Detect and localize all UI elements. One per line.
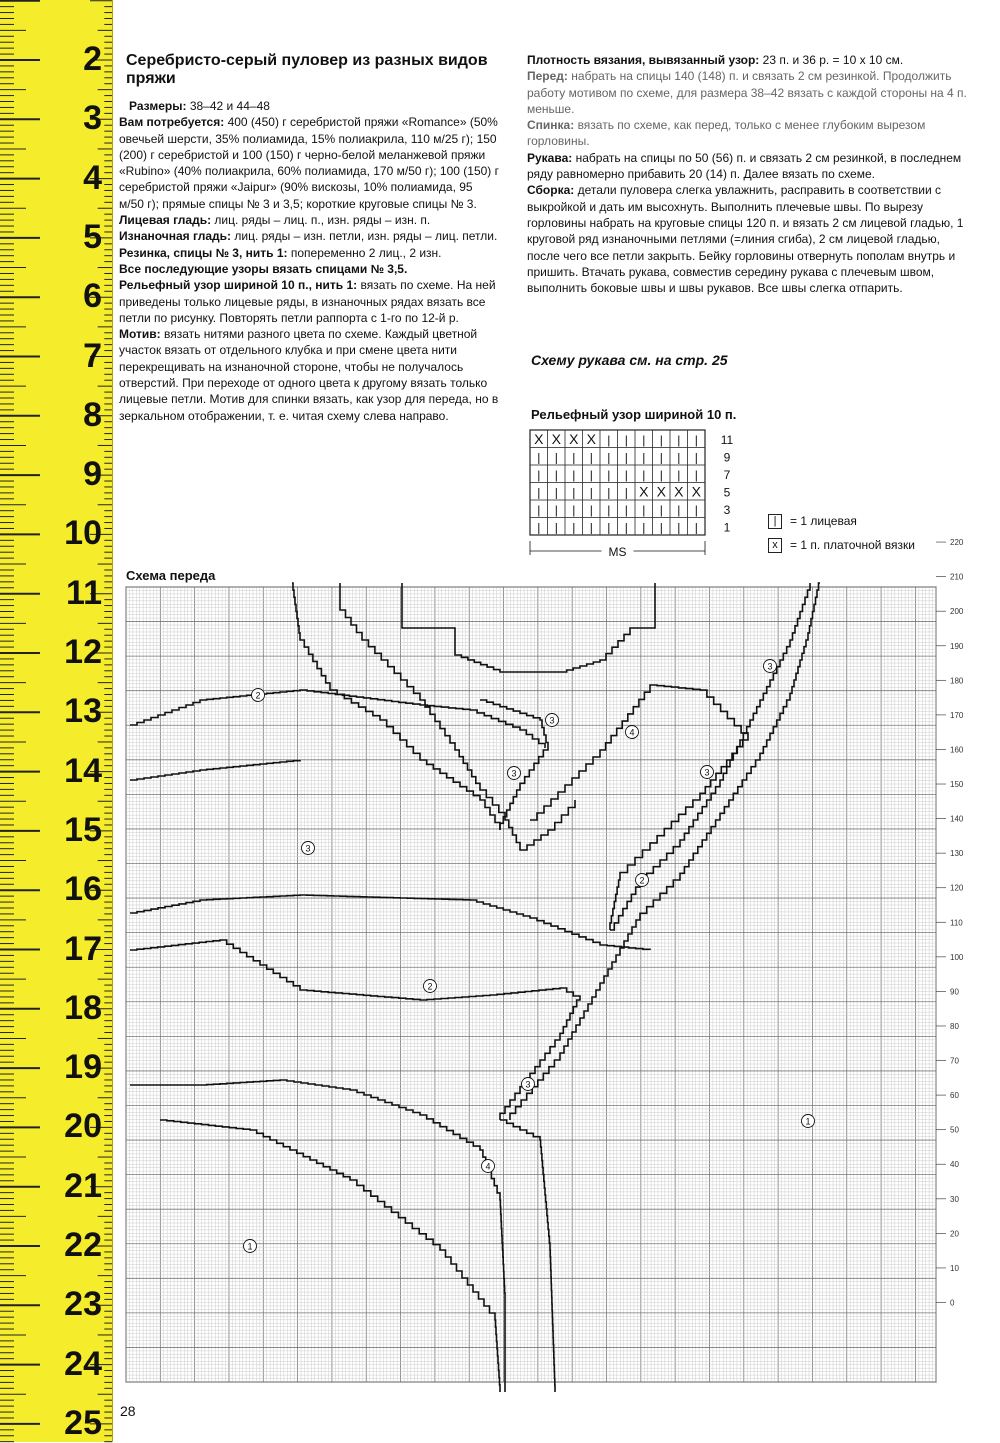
ruler-number: 10	[64, 514, 102, 553]
relief-text: вязать по схеме. На ней приведены только лицевые ряды, в изнаночных рядах вязать все петли по рисунку. Повторять петли раппорта с 1-го по 12-й р.	[119, 278, 496, 325]
relief-row-label: 11	[720, 432, 734, 447]
reverse-label: Изнаночная гладь:	[119, 229, 232, 244]
color-marker	[701, 766, 714, 779]
front-row-label: 110	[950, 918, 963, 928]
relief-stitch: |	[607, 502, 611, 517]
ruler-number: 9	[83, 455, 102, 494]
ruler-number: 11	[66, 573, 102, 612]
relief-stitch: |	[694, 450, 698, 465]
relief-stitch: |	[659, 502, 663, 517]
ruler-number: 6	[83, 277, 102, 316]
front-row-label: 120	[950, 883, 964, 893]
relief-stitch: |	[589, 467, 593, 482]
ruler-number: 21	[64, 1166, 102, 1205]
front-row-label: 80	[950, 1021, 959, 1031]
relief-stitch: |	[642, 467, 646, 482]
front-row-label: 50	[950, 1125, 959, 1135]
sleeve-reference: Схему рукава см. на стр. 25	[531, 352, 728, 368]
relief-stitch: |	[537, 520, 541, 535]
ruler-number: 4	[83, 158, 102, 197]
ruler-number: 23	[64, 1285, 102, 1324]
ruler-number: 14	[64, 751, 102, 790]
relief-stitch: |	[694, 432, 698, 447]
back-label: Спинка:	[527, 118, 575, 133]
relief-chart-title: Рельефный узор шириной 10 п.	[531, 407, 737, 422]
relief-stitch: |	[554, 520, 558, 535]
front-row-label: 190	[950, 641, 964, 651]
color-marker	[764, 660, 777, 673]
sizes-value: 38–42 и 44–48	[189, 99, 270, 113]
relief-stitch: |	[554, 450, 558, 465]
relief-stitch: |	[659, 467, 663, 482]
legend-garter	[768, 538, 915, 553]
color-marker	[522, 1078, 535, 1091]
sizes-label: Размеры:	[129, 99, 187, 113]
materials-text: 400 (450) г серебристой пряжи «Romance» (50% овечьей шерсти, 35% полиамида, 15% полиакрила, 110 м/25 г); 150 (200) г серебристой и 100 (150) г черно-белой меланжевой пряжи «Rubino» (40% полиакрила, 60% полиамида, 170 м/50 г); 100 (150) г серебристой пряжи «Jaipur» (90% вискозы, 10% полиамида, 95 м/50 г); прямые спицы № 3 и 3,5; короткие круговые спицы № 3.	[119, 115, 499, 211]
svg-text:3: 3	[525, 1079, 531, 1090]
front-row-label: 100	[950, 952, 964, 962]
relief-stitch: |	[537, 485, 541, 500]
legend-knit-symbol: |	[768, 514, 782, 529]
relief-stitch: |	[537, 450, 541, 465]
front-row-label: 220	[950, 538, 964, 548]
sleeves-text: набрать на спицы по 50 (56) п. и связать 2 см резинкой, в последнем ряду равномерно прибавить 20 (14) п. Далее вязать по схеме.	[527, 150, 962, 182]
relief-row-label: 5	[723, 485, 731, 500]
svg-text:2: 2	[639, 875, 645, 886]
article-title: Серебристо-серый пуловер из разных видов пряжи	[126, 52, 488, 87]
relief-stitch: |	[607, 520, 611, 535]
legend-knit	[768, 514, 857, 529]
ruler-number: 8	[83, 395, 102, 434]
relief-stitch: |	[589, 502, 593, 517]
motif-text: вязать нитями разного цвета по схеме. Каждый цветной участок вязать от отдельного клубка и при смене цвета нити перекрещивать на изнаночной стороне, чтобы не получалось отверстий. При переходе от одного цвета к другому вязать только лицевые петли. Мотив для спинки вязать, как узор для переда, но в зеркальном отображении, т. е. читая схему слева направо.	[119, 327, 499, 423]
color-marker	[546, 714, 559, 727]
relief-stitch: |	[537, 467, 541, 482]
relief-stitch: |	[572, 467, 576, 482]
svg-text:3: 3	[767, 661, 773, 672]
front-row-label: 70	[950, 1056, 959, 1066]
relief-stitch: |	[624, 450, 628, 465]
color-marker	[302, 842, 315, 855]
relief-stitch: |	[677, 432, 681, 447]
relief-row-label: 3	[723, 502, 731, 517]
relief-stitch: |	[624, 432, 628, 447]
relief-stitch: |	[659, 450, 663, 465]
relief-stitch: |	[607, 467, 611, 482]
ruler-number: 12	[64, 633, 102, 671]
svg-text:2: 2	[427, 981, 433, 992]
relief-stitch: |	[572, 485, 576, 500]
ruler-number: 13	[64, 692, 102, 731]
front-row-label: 30	[950, 1194, 959, 1204]
assembly-text: детали пуловера слегка увлажнить, расправить в соответствии с выкройкой и дать им высохнуть. Выполнить плечевые швы. По вырезу горловины набрать на круговые спицы 120 п. и вязать 2 см лицевой гладью, 1 круговой ряд изнаночными петлями (=линия сгиба), 2 см лицевой гладью, после чего все петли закрыть. Бейку горловины отвернуть пополам внутрь и пришить. Втачать рукава, совместив середину рукава с плечевым швом, выполнить боковые швы и швы рукавов. Все швы слегка отпарить.	[527, 183, 964, 296]
color-marker	[482, 1160, 495, 1173]
front-row-label: 90	[950, 987, 959, 997]
color-marker	[508, 767, 521, 780]
relief-stitch: |	[677, 467, 681, 482]
relief-stitch: |	[537, 502, 541, 517]
relief-stitch: |	[677, 520, 681, 535]
ruler-number: 25	[64, 1403, 102, 1442]
ruler-number: 24	[64, 1344, 102, 1383]
ruler-number: 5	[83, 217, 102, 256]
relief-stitch: |	[677, 450, 681, 465]
ruler-number: 16	[64, 870, 102, 909]
relief-stitch: |	[624, 467, 628, 482]
relief-stitch: |	[554, 467, 558, 482]
front-row-label: 0	[950, 1298, 955, 1308]
svg-text:3: 3	[305, 843, 311, 854]
relief-stitch: |	[642, 450, 646, 465]
materials-label: Вам потребуется:	[119, 115, 225, 130]
measuring-tape	[0, 0, 113, 1442]
relief-stitch: |	[624, 485, 628, 500]
svg-text:1: 1	[805, 1116, 811, 1127]
color-marker	[636, 874, 649, 887]
color-marker	[252, 689, 265, 702]
svg-text:4: 4	[485, 1161, 491, 1172]
page-number: 28	[120, 1403, 136, 1419]
ruler-number: 2	[83, 40, 102, 78]
reverse-text: лиц. ряды – изн. петли, изн. ряды – лиц. петли.	[234, 229, 498, 244]
front-row-label: 170	[950, 710, 964, 720]
relief-stitch: |	[554, 502, 558, 517]
relief-stitch: |	[607, 432, 611, 447]
legend-garter-symbol: x	[768, 538, 782, 553]
relief-stitch: |	[694, 520, 698, 535]
relief-stitch: |	[589, 520, 593, 535]
ruler-number: 19	[64, 1048, 102, 1087]
relief-stitch: X	[691, 483, 701, 500]
gauge-text: 23 п. и 36 р. = 10 х 10 см.	[762, 53, 904, 67]
front-row-label: 160	[950, 745, 964, 755]
color-marker	[626, 726, 639, 739]
relief-stitch: |	[694, 502, 698, 517]
svg-text:3: 3	[511, 768, 517, 779]
ruler-number: 7	[83, 336, 102, 375]
relief-stitch: |	[624, 520, 628, 535]
stockinette-text: лиц. ряды – лиц. п., изн. ряды – изн. п.	[214, 213, 431, 228]
front-label: Перед:	[527, 69, 568, 84]
svg-text:3: 3	[549, 715, 555, 726]
back-text: вязать по схеме, как перед, только с менее глубоким вырезом горловины.	[527, 118, 926, 149]
sleeves-label: Рукава:	[527, 150, 573, 165]
relief-stitch: |	[659, 432, 663, 447]
relief-row-label: 1	[723, 520, 731, 535]
relief-stitch: |	[642, 502, 646, 517]
relief-stitch: X	[534, 430, 544, 447]
left-column	[119, 98, 499, 424]
relief-stitch: |	[624, 502, 628, 517]
relief-stitch: |	[572, 520, 576, 535]
svg-text:2: 2	[255, 690, 261, 701]
relief-stitch: |	[572, 450, 576, 465]
relief-label: Рельефный узор шириной 10 п., нить 1:	[119, 278, 358, 293]
svg-text:3: 3	[704, 767, 710, 778]
right-column	[527, 52, 967, 296]
front-row-label: 10	[950, 1263, 959, 1273]
front-row-label: 40	[950, 1160, 959, 1170]
ruler-number: 18	[64, 988, 102, 1027]
relief-row-label: 9	[723, 450, 731, 465]
color-marker	[802, 1115, 815, 1128]
relief-stitch: |	[589, 450, 593, 465]
relief-stitch: X	[674, 483, 684, 500]
ruler-number: 15	[64, 810, 102, 849]
relief-stitch: |	[659, 520, 663, 535]
color-marker	[244, 1240, 257, 1253]
relief-stitch: X	[586, 430, 596, 447]
relief-stitch: |	[607, 450, 611, 465]
ruler-number: 3	[83, 99, 102, 138]
front-row-label: 60	[950, 1091, 959, 1101]
all-patterns-note: Все последующие узоры вязать спицами № 3,5.	[119, 261, 408, 276]
relief-stitch: |	[607, 485, 611, 500]
svg-text:4: 4	[629, 727, 635, 738]
relief-stitch: X	[551, 430, 561, 447]
legend-garter-text: = 1 п. платочной вязки	[790, 538, 915, 552]
gauge-label: Плотность вязания, вывязанный узор:	[527, 53, 760, 67]
front-row-label: 200	[950, 607, 964, 617]
rib-text: попеременно 2 лиц., 2 изн.	[290, 245, 442, 260]
front-row-label: 20	[950, 1229, 959, 1239]
legend-knit-text: = 1 лицевая	[790, 514, 857, 528]
front-row-label: 210	[950, 572, 964, 582]
ruler-number: 20	[64, 1107, 102, 1146]
relief-stitch: X	[656, 483, 666, 500]
stockinette-label: Лицевая гладь:	[119, 213, 212, 228]
front-row-label: 130	[950, 849, 964, 859]
relief-stitch: |	[554, 485, 558, 500]
color-marker	[424, 980, 437, 993]
relief-stitch: |	[694, 467, 698, 482]
ruler-number: 22	[64, 1226, 102, 1264]
relief-stitch: X	[639, 483, 649, 500]
front-row-label: 150	[950, 780, 964, 790]
relief-chart	[520, 425, 750, 565]
front-row-label: 180	[950, 676, 964, 686]
rib-label: Резинка, спицы № 3, нить 1:	[119, 245, 288, 260]
relief-stitch: |	[677, 502, 681, 517]
relief-stitch: |	[589, 485, 593, 500]
relief-stitch: |	[572, 502, 576, 517]
svg-text:1: 1	[247, 1241, 253, 1252]
relief-stitch: X	[569, 430, 579, 447]
relief-stitch: |	[642, 520, 646, 535]
front-text: набрать на спицы 140 (148) п. и связать 2 см резинкой. Продолжить работу мотивом по схеме, для размера 38–42 вязать с каждой стороны на 4 п. меньше.	[527, 69, 967, 116]
relief-row-label: 7	[723, 467, 731, 482]
front-row-label: 140	[950, 814, 964, 824]
motif-label: Мотив:	[119, 327, 161, 342]
ruler-number: 17	[64, 929, 102, 968]
relief-stitch: |	[642, 432, 646, 447]
assembly-label: Сборка:	[527, 183, 575, 198]
relief-ms-label: MS	[608, 545, 627, 559]
front-chart-title: Схема переда	[126, 568, 216, 583]
